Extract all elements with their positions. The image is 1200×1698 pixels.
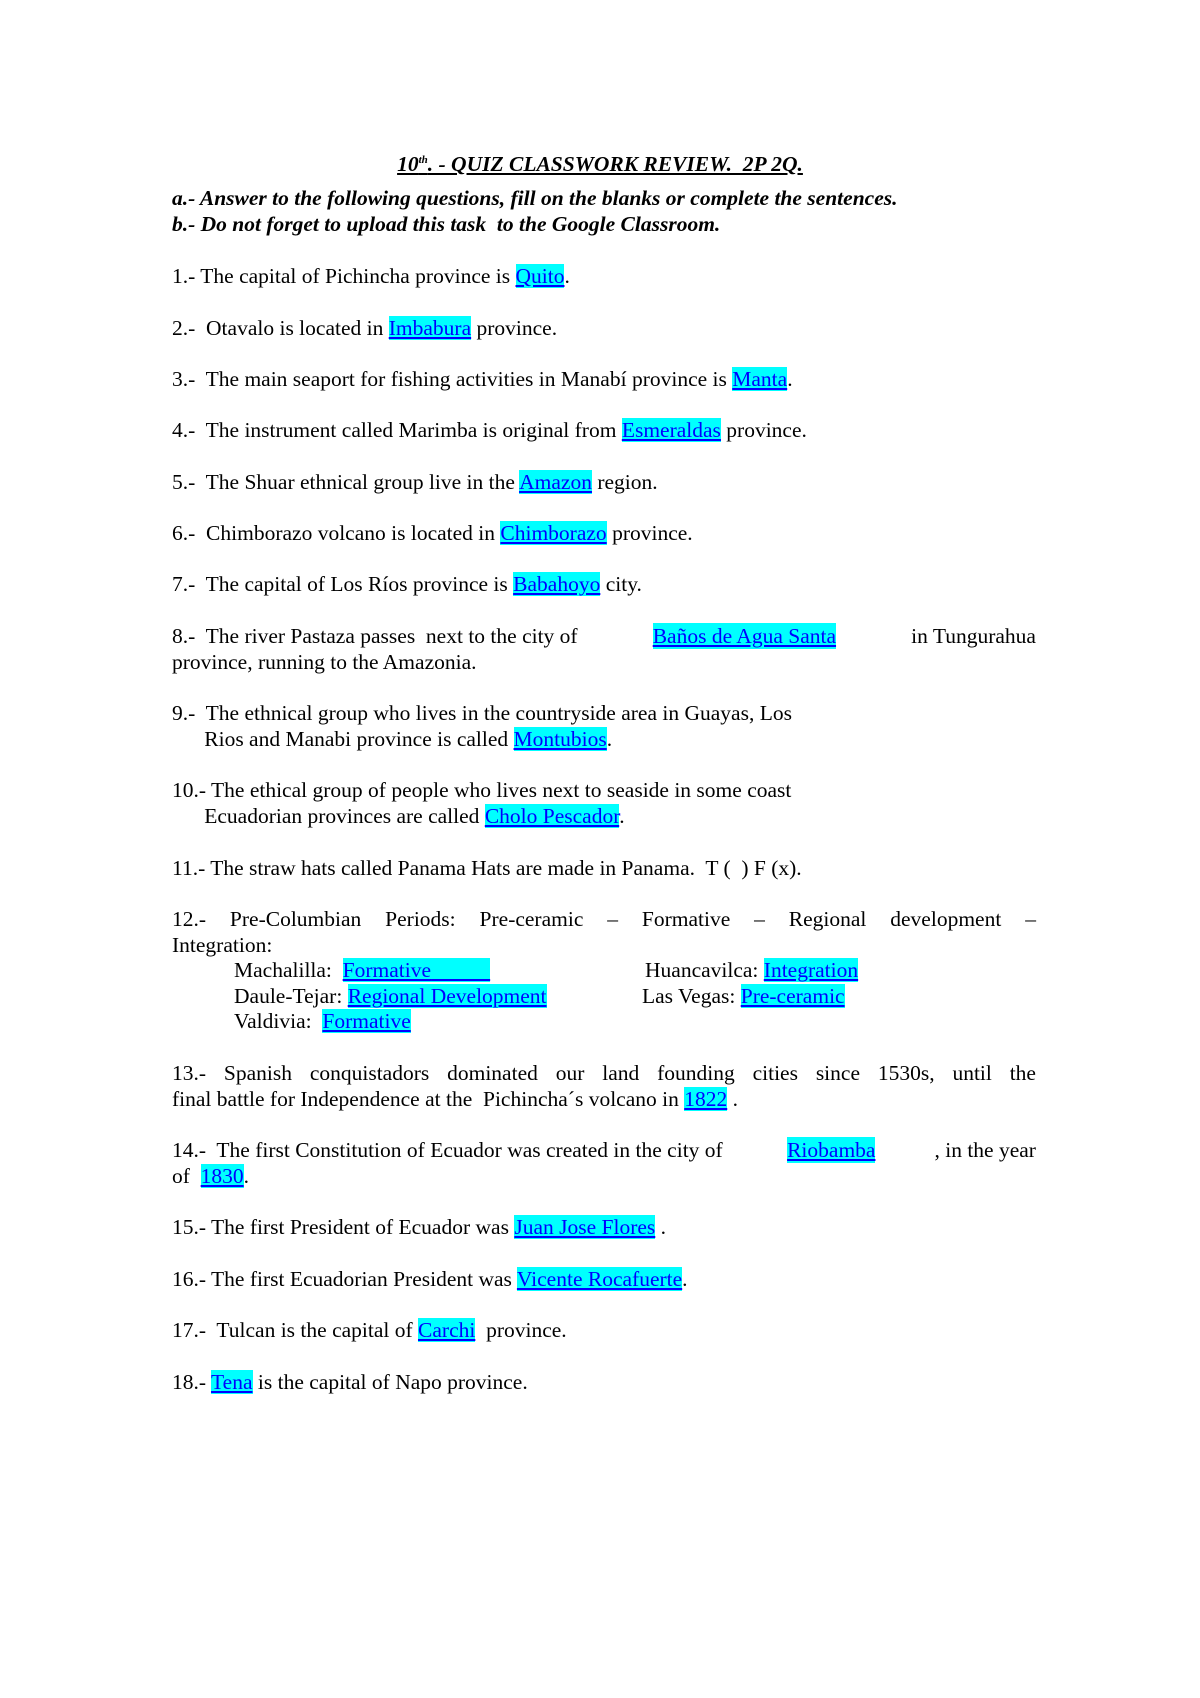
machalilla-row: Machalilla: Formative bbox=[234, 957, 490, 983]
question-3: 3.- The main seaport for fishing activities in Manabí province is Manta. bbox=[172, 367, 793, 391]
answer-highlight: Tena bbox=[211, 1370, 253, 1394]
answer-highlight: Carchi bbox=[418, 1318, 476, 1342]
question-8-line2: province, running to the Amazonia. bbox=[172, 650, 477, 674]
answer-highlight: Chimborazo bbox=[500, 521, 607, 545]
answer-highlight: Formative bbox=[322, 1009, 411, 1033]
answer-highlight: Baños de Agua Santa bbox=[652, 624, 837, 648]
question-13: 13.- Spanish conquistadors dominated our land founding cities since 1530s, until the bbox=[172, 1061, 1036, 1085]
question-15: 15.- The first President of Ecuador was Juan Jose Flores . bbox=[172, 1215, 667, 1239]
question-8: 8.- The river Pastaza passes next to the city of Baños de Agua Santa in Tungurahua bbox=[172, 624, 1036, 648]
instruction-b: b.- Do not forget to upload this task to the Google Classroom. bbox=[172, 212, 721, 236]
question-14: 14.- The first Constitution of Ecuador was created in the city of Riobamba , in the year bbox=[172, 1138, 1036, 1162]
page-title: 10th. - QUIZ CLASSWORK REVIEW. 2P 2Q. bbox=[397, 152, 803, 177]
question-9: 9.- The ethnical group who lives in the countryside area in Guayas, Los bbox=[172, 701, 792, 725]
answer-highlight: Montubios bbox=[513, 727, 607, 751]
question-10: 10.- The ethical group of people who lives next to seaside in some coast bbox=[172, 778, 792, 802]
answer-highlight: Integration bbox=[763, 958, 859, 982]
answer-highlight: Regional Development bbox=[347, 984, 547, 1008]
question-5: 5.- The Shuar ethnical group live in the Amazon region. bbox=[172, 470, 658, 494]
answer-highlight: 1822 bbox=[684, 1087, 728, 1111]
question-13-line2: final battle for Independence at the Pichincha´s volcano in 1822 . bbox=[172, 1087, 738, 1111]
answer-highlight: 1830 bbox=[200, 1164, 244, 1188]
answer-highlight: Imbabura bbox=[388, 316, 472, 340]
question-12: 12.- Pre-Columbian Periods: Pre-ceramic – Formative – Regional development – bbox=[172, 907, 1036, 931]
las-vegas-row: Las Vegas: Pre-ceramic bbox=[642, 984, 845, 1008]
question-4: 4.- The instrument called Marimba is original from Esmeraldas province. bbox=[172, 418, 807, 442]
daule-tejar-row: Daule-Tejar: Regional Development bbox=[234, 984, 547, 1008]
question-1: 1.- The capital of Pichincha province is Quito. bbox=[172, 264, 570, 288]
instruction-a: a.- Answer to the following questions, fill on the blanks or complete the sentences. bbox=[172, 186, 898, 210]
valdivia-row: Valdivia: Formative bbox=[234, 1009, 411, 1033]
question-10-line2: Ecuadorian provinces are called Cholo Pescador. bbox=[172, 804, 625, 828]
huancavilca-row: Huancavilca: Integration bbox=[645, 958, 859, 982]
question-7: 7.- The capital of Los Ríos province is Babahoyo city. bbox=[172, 572, 642, 596]
answer-highlight: Manta bbox=[732, 367, 788, 391]
question-6: 6.- Chimborazo volcano is located in Chimborazo province. bbox=[172, 521, 693, 545]
answer-highlight: Juan Jose Flores bbox=[514, 1215, 656, 1239]
question-14-line2: of 1830. bbox=[172, 1164, 250, 1188]
answer-highlight: Formative bbox=[342, 958, 432, 982]
answer-highlight: Pre-ceramic bbox=[740, 984, 845, 1008]
answer-highlight: Quito bbox=[515, 264, 565, 288]
question-12-line2: Integration: bbox=[172, 933, 273, 957]
question-11: 11.- The straw hats called Panama Hats are made in Panama. T ( ) F (x). bbox=[172, 856, 802, 880]
question-17: 17.- Tulcan is the capital of Carchi province. bbox=[172, 1318, 567, 1342]
question-2: 2.- Otavalo is located in Imbabura province. bbox=[172, 316, 558, 340]
answer-highlight: Vicente Rocafuerte bbox=[516, 1267, 683, 1291]
answer-highlight: Riobamba bbox=[787, 1138, 876, 1162]
question-16: 16.- The first Ecuadorian President was Vicente Rocafuerte. bbox=[172, 1267, 688, 1291]
answer-highlight: Esmeraldas bbox=[621, 418, 721, 442]
question-18: 18.- Tena is the capital of Napo province. bbox=[172, 1370, 528, 1394]
answer-highlight: Amazon bbox=[519, 470, 592, 494]
question-9-line2: Rios and Manabi province is called Montubios. bbox=[172, 727, 613, 751]
answer-highlight: Cholo Pescador bbox=[484, 804, 620, 828]
answer-highlight: Babahoyo bbox=[513, 572, 601, 596]
